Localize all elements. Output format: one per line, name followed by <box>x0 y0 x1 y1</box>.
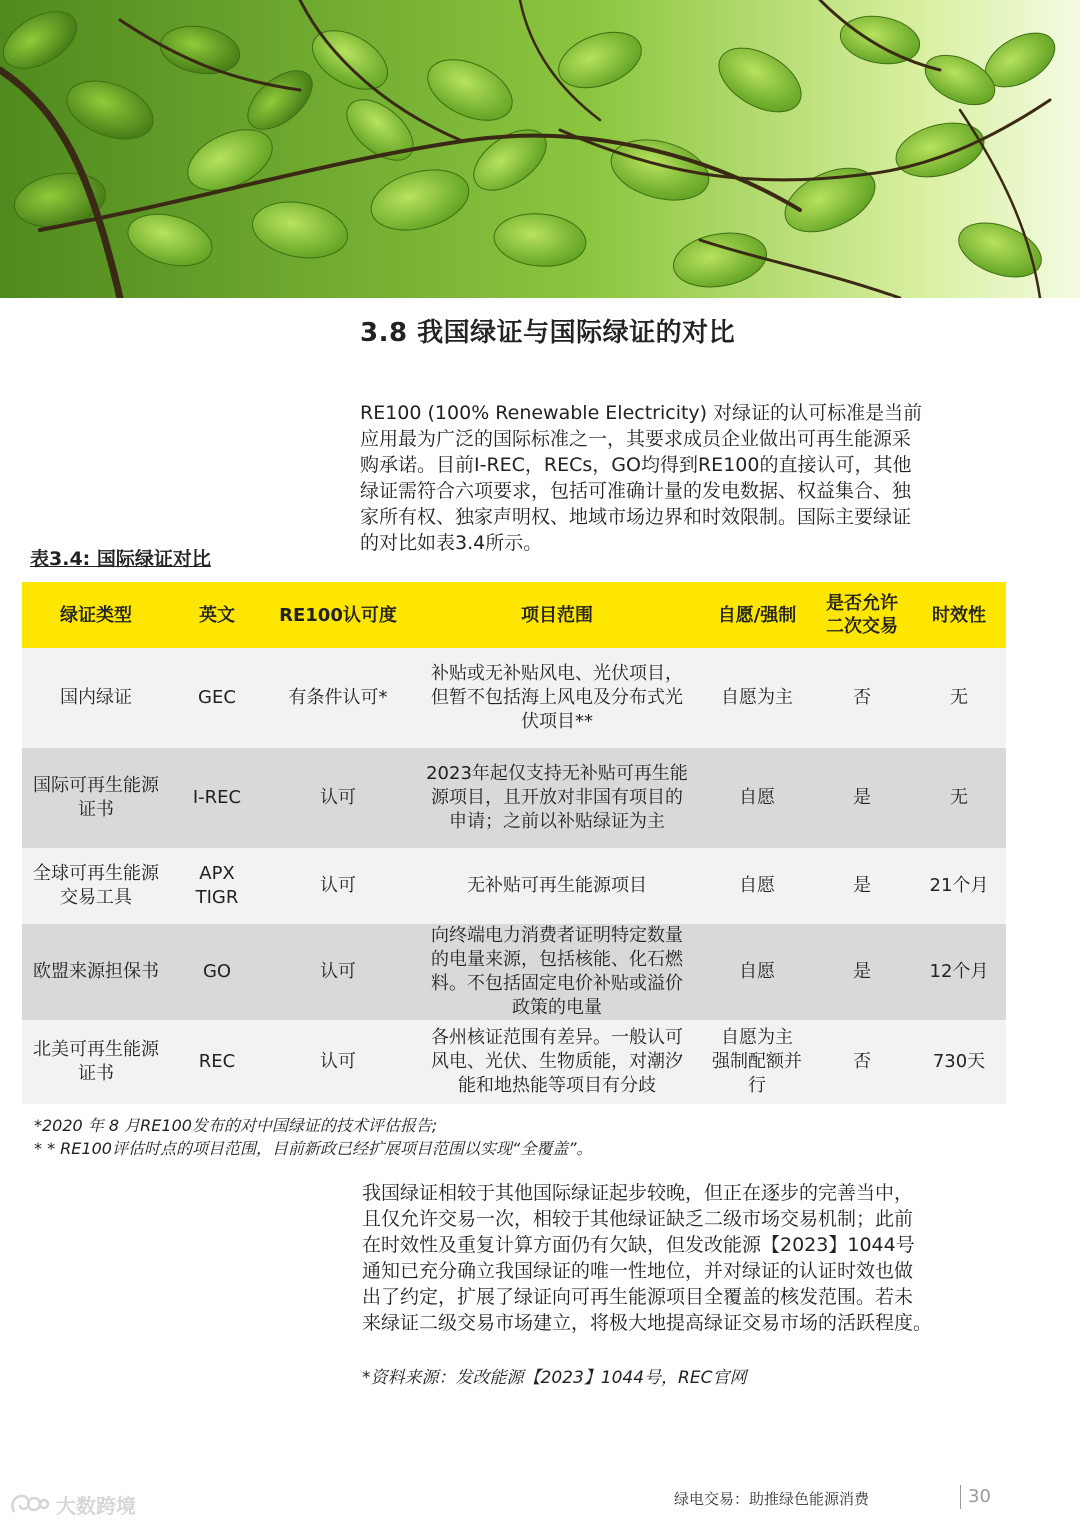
cell-cert-type: 国际可再生能源 证书 <box>22 748 170 848</box>
header-scope: 项目范围 <box>412 582 702 648</box>
intro-line: 购承诺。目前I-REC，RECs，GO均得到RE100的直接认可，其他 <box>360 454 912 476</box>
cell-english: GO <box>170 924 264 1020</box>
watermark <box>8 1490 136 1519</box>
table-footnotes <box>34 1114 593 1160</box>
header-cert-type: 绿证类型 <box>22 582 170 648</box>
cell-scope: 向终端电力消费者证明特定数量 的电量来源，包括核能、化石燃 料。不包括固定电价补贴或溢价 政策的电量 <box>412 924 702 1020</box>
header-secondary-trade: 是否允许 二次交易 <box>812 582 912 648</box>
header-voluntary: 自愿/强制 <box>702 582 812 648</box>
header-re100: RE100认可度 <box>264 582 412 648</box>
intro-line: 的对比如表3.4所示。 <box>360 532 543 554</box>
table-label: 表3.4: 国际绿证对比 <box>30 548 211 570</box>
cell-cert-type: 国内绿证 <box>22 648 170 748</box>
cell-cert-type: 全球可再生能源 交易工具 <box>22 848 170 924</box>
cell-secondary-trade: 是 <box>812 748 912 848</box>
table-row <box>22 648 1006 748</box>
cell-validity: 12个月 <box>912 924 1006 1020</box>
conclusion-line: 我国绿证相较于其他国际绿证起步较晚，但正在逐步的完善当中， <box>362 1182 914 1204</box>
cell-scope: 无补贴可再生能源项目 <box>412 848 702 924</box>
cell-re100: 认可 <box>264 1020 412 1104</box>
cell-english: REC <box>170 1020 264 1104</box>
cell-voluntary: 自愿 <box>702 848 812 924</box>
page-number: 30 <box>968 1486 991 1507</box>
hero-leaves-image <box>0 0 1080 298</box>
green-certificate-comparison-table <box>22 582 1006 1104</box>
intro-paragraph <box>360 400 1000 556</box>
intro-line: 家所有权、独家声明权、地域市场边界和时效限制。国际主要绿证 <box>360 506 912 528</box>
cell-re100: 有条件认可* <box>264 648 412 748</box>
table-header-row <box>22 582 1006 648</box>
source-note: *资料来源：发改能源【2023】1044号，REC官网 <box>362 1368 747 1388</box>
footer-divider <box>960 1485 961 1509</box>
cell-secondary-trade: 是 <box>812 848 912 924</box>
cell-scope: 补贴或无补贴风电、光伏项目， 但暂不包括海上风电及分布式光 伏项目** <box>412 648 702 748</box>
cell-cert-type: 北美可再生能源 证书 <box>22 1020 170 1104</box>
cell-validity: 21个月 <box>912 848 1006 924</box>
cell-scope: 各州核证范围有差异。一般认可 风电、光伏、生物质能，对潮汐 能和地热能等项目有分歧 <box>412 1020 702 1104</box>
intro-line: 应用最为广泛的国际标准之一，其要求成员企业做出可再生能源采 <box>360 428 912 450</box>
cell-secondary-trade: 否 <box>812 648 912 748</box>
conclusion-line: 且仅允许交易一次，相较于其他绿证缺乏二级市场交易机制；此前 <box>362 1208 914 1230</box>
cell-english: I-REC <box>170 748 264 848</box>
conclusion-line: 在时效性及重复计算方面仍有欠缺，但发改能源【2023】1044号 <box>362 1234 915 1256</box>
watermark-text: 大数跨境 <box>56 1494 136 1518</box>
cell-validity: 无 <box>912 648 1006 748</box>
footer-title: 绿电交易：助推绿色能源消费 <box>674 1490 870 1508</box>
cell-scope: 2023年起仅支持无补贴可再生能 源项目，且开放对非国有项目的 申请；之前以补贴绿证为主 <box>412 748 702 848</box>
section-title: 3.8 我国绿证与国际绿证的对比 <box>360 318 736 348</box>
cell-voluntary: 自愿为主 强制配额并 行 <box>702 1020 812 1104</box>
cell-validity: 730天 <box>912 1020 1006 1104</box>
conclusion-line: 来绿证二级交易市场建立，将极大地提高绿证交易市场的活跃程度。 <box>362 1312 933 1334</box>
conclusion-paragraph <box>362 1180 1012 1336</box>
cell-voluntary: 自愿为主 <box>702 648 812 748</box>
conclusion-line: 出了约定，扩展了绿证向可再生能源项目全覆盖的核发范围。若未 <box>362 1286 914 1308</box>
table-row <box>22 1020 1006 1104</box>
cell-cert-type: 欧盟来源担保书 <box>22 924 170 1020</box>
cell-english: GEC <box>170 648 264 748</box>
footnote: *2020 年 8 月RE100发布的对中国绿证的技术评估报告; <box>34 1116 438 1135</box>
cell-secondary-trade: 否 <box>812 1020 912 1104</box>
header-english: 英文 <box>170 582 264 648</box>
cell-voluntary: 自愿 <box>702 748 812 848</box>
cell-english: APX TIGR <box>170 848 264 924</box>
footnote: * * RE100评估时点的项目范围，目前新政已经扩展项目范围以实现“全覆盖”。 <box>34 1139 593 1158</box>
cell-validity: 无 <box>912 748 1006 848</box>
table-row <box>22 924 1006 1020</box>
watermark-logo-icon <box>8 1492 50 1518</box>
header-validity: 时效性 <box>912 582 1006 648</box>
table-row <box>22 748 1006 848</box>
leaves-illustration <box>0 0 1080 298</box>
cell-re100: 认可 <box>264 748 412 848</box>
cell-re100: 认可 <box>264 924 412 1020</box>
table-row <box>22 848 1006 924</box>
intro-line: 绿证需符合六项要求，包括可准确计量的发电数据、权益集合、独 <box>360 480 912 502</box>
intro-line: RE100 (100% Renewable Electricity) 对绿证的认可标准是当前 <box>360 402 923 424</box>
cell-secondary-trade: 是 <box>812 924 912 1020</box>
conclusion-line: 通知已充分确立我国绿证的唯一性地位，并对绿证的认证时效也做 <box>362 1260 914 1282</box>
cell-re100: 认可 <box>264 848 412 924</box>
cell-voluntary: 自愿 <box>702 924 812 1020</box>
